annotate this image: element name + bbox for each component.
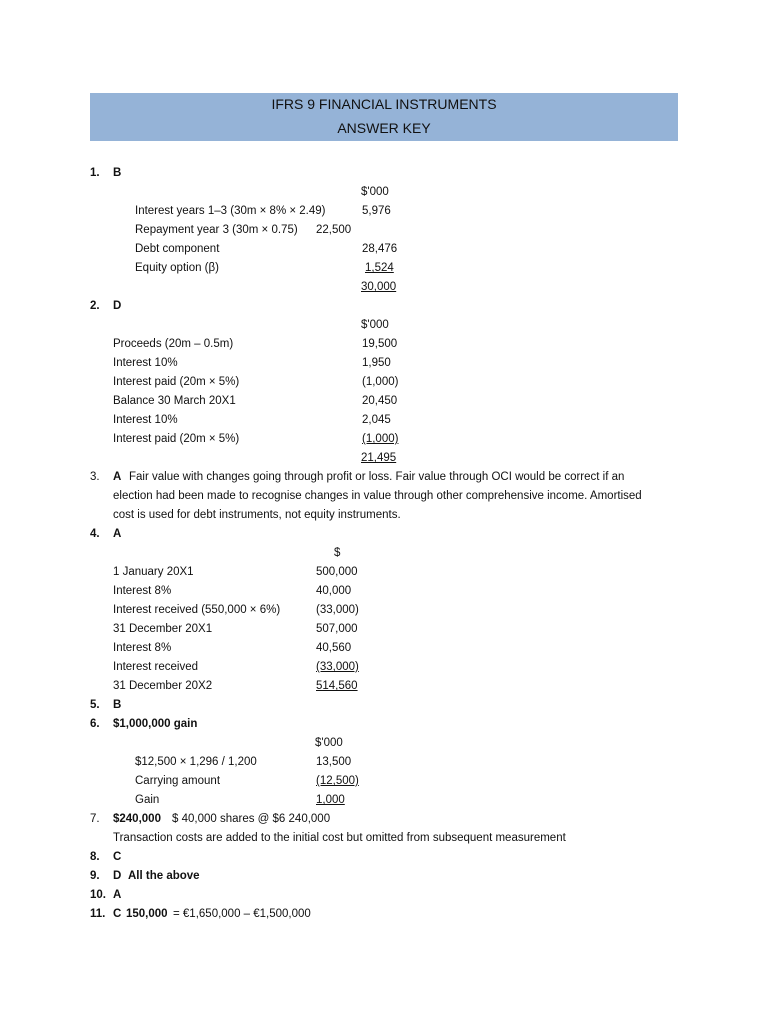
working-label: Interest 10% bbox=[113, 414, 178, 426]
title-banner bbox=[90, 93, 678, 141]
working-label: Interest years 1–3 (30m × 8% × 2.49) bbox=[135, 205, 326, 217]
unit-header: $'000 bbox=[361, 186, 389, 198]
working-value: 1,950 bbox=[362, 357, 391, 369]
unit-header: $ bbox=[334, 547, 341, 559]
question-answer: A bbox=[113, 471, 122, 483]
question-number: 9. bbox=[90, 870, 100, 882]
working-label: Interest paid (20m × 5%) bbox=[113, 433, 240, 445]
question-answer: B bbox=[113, 699, 122, 711]
working-label: 31 December 20X2 bbox=[113, 680, 213, 692]
working-label: Proceeds (20m – 0.5m) bbox=[113, 338, 234, 350]
working-value: 22,500 bbox=[316, 224, 352, 236]
working-label: Repayment year 3 (30m × 0.75) bbox=[135, 224, 298, 236]
working-value: 2,045 bbox=[362, 414, 391, 426]
working-label: Interest received bbox=[113, 661, 199, 673]
working-value: (33,000) bbox=[316, 604, 359, 616]
question-number: 4. bbox=[90, 528, 100, 540]
working-value: 20,450 bbox=[362, 395, 398, 407]
answer-calculation: = €1,650,000 – €1,500,000 bbox=[173, 908, 311, 920]
working-label: Balance 30 March 20X1 bbox=[113, 395, 236, 407]
working-total: 30,000 bbox=[361, 281, 397, 293]
question-number: 3. bbox=[90, 471, 100, 483]
working-label: Interest 8% bbox=[113, 585, 172, 597]
document-title: IFRS 9 FINANCIAL INSTRUMENTS bbox=[271, 96, 497, 112]
working-value: 40,560 bbox=[316, 642, 352, 654]
working-label: Interest 8% bbox=[113, 642, 172, 654]
working-label: Interest 10% bbox=[113, 357, 178, 369]
working-label: Equity option (β) bbox=[135, 262, 219, 274]
question-number: 6. bbox=[90, 718, 100, 730]
working-label: 1 January 20X1 bbox=[113, 566, 194, 578]
unit-header: $'000 bbox=[315, 737, 343, 749]
question-number: 2. bbox=[90, 300, 100, 312]
working-value: 40,000 bbox=[316, 585, 352, 597]
working-value: 28,476 bbox=[362, 243, 398, 255]
question-answer: C bbox=[113, 851, 122, 863]
answer-explanation: Fair value with changes going through profit or loss. Fair value through OCI would be correct if an bbox=[129, 471, 625, 483]
working-total: 21,495 bbox=[361, 452, 397, 464]
working-value: 1,000 bbox=[316, 794, 345, 806]
question-number: 5. bbox=[90, 699, 100, 711]
working-value: 514,560 bbox=[316, 680, 358, 692]
document-subtitle: ANSWER KEY bbox=[337, 120, 431, 136]
working-label: Gain bbox=[135, 794, 160, 806]
question-answer: C bbox=[113, 908, 122, 920]
working-label: Carrying amount bbox=[135, 775, 221, 787]
working-label: 31 December 20X1 bbox=[113, 623, 213, 635]
answer-note: Transaction costs are added to the initial cost but omitted from subsequent measurement bbox=[113, 832, 566, 844]
answer-explanation: cost is used for debt instruments, not equity instruments. bbox=[113, 509, 401, 521]
question-answer: D bbox=[113, 870, 122, 882]
question-answer: $1,000,000 gain bbox=[113, 718, 198, 730]
working-value: 13,500 bbox=[316, 756, 352, 768]
question-number: 8. bbox=[90, 851, 100, 863]
question-answer: A bbox=[113, 528, 122, 540]
question-number: 1. bbox=[90, 167, 100, 179]
working-value: 500,000 bbox=[316, 566, 358, 578]
answer-calculation: $ 40,000 shares @ $6 240,000 bbox=[172, 813, 331, 825]
working-label: Interest received (550,000 × 6%) bbox=[113, 604, 281, 616]
unit-header: $'000 bbox=[361, 319, 389, 331]
question-answer: $240,000 bbox=[113, 813, 161, 825]
working-value: (12,500) bbox=[316, 775, 359, 787]
answer-extra: All the above bbox=[128, 870, 200, 882]
question-answer: A bbox=[113, 889, 122, 901]
question-number: 11. bbox=[90, 908, 106, 920]
working-value: (33,000) bbox=[316, 661, 359, 673]
working-value: (1,000) bbox=[362, 376, 399, 388]
working-value: 5,976 bbox=[362, 205, 391, 217]
working-label: Debt component bbox=[135, 243, 220, 255]
answer-amount: 150,000 bbox=[126, 908, 168, 920]
working-label: Interest paid (20m × 5%) bbox=[113, 376, 240, 388]
working-value: (1,000) bbox=[362, 433, 399, 445]
working-value: 507,000 bbox=[316, 623, 358, 635]
question-answer: B bbox=[113, 167, 122, 179]
question-number: 7. bbox=[90, 813, 100, 825]
question-number: 10. bbox=[90, 889, 106, 901]
question-answer: D bbox=[113, 300, 122, 312]
working-label: $12,500 × 1,296 / 1,200 bbox=[135, 756, 257, 768]
answer-explanation: election had been made to recognise changes in value through other comprehensive income. Amortised bbox=[113, 490, 642, 502]
working-value: 1,524 bbox=[365, 262, 394, 274]
working-value: 19,500 bbox=[362, 338, 398, 350]
